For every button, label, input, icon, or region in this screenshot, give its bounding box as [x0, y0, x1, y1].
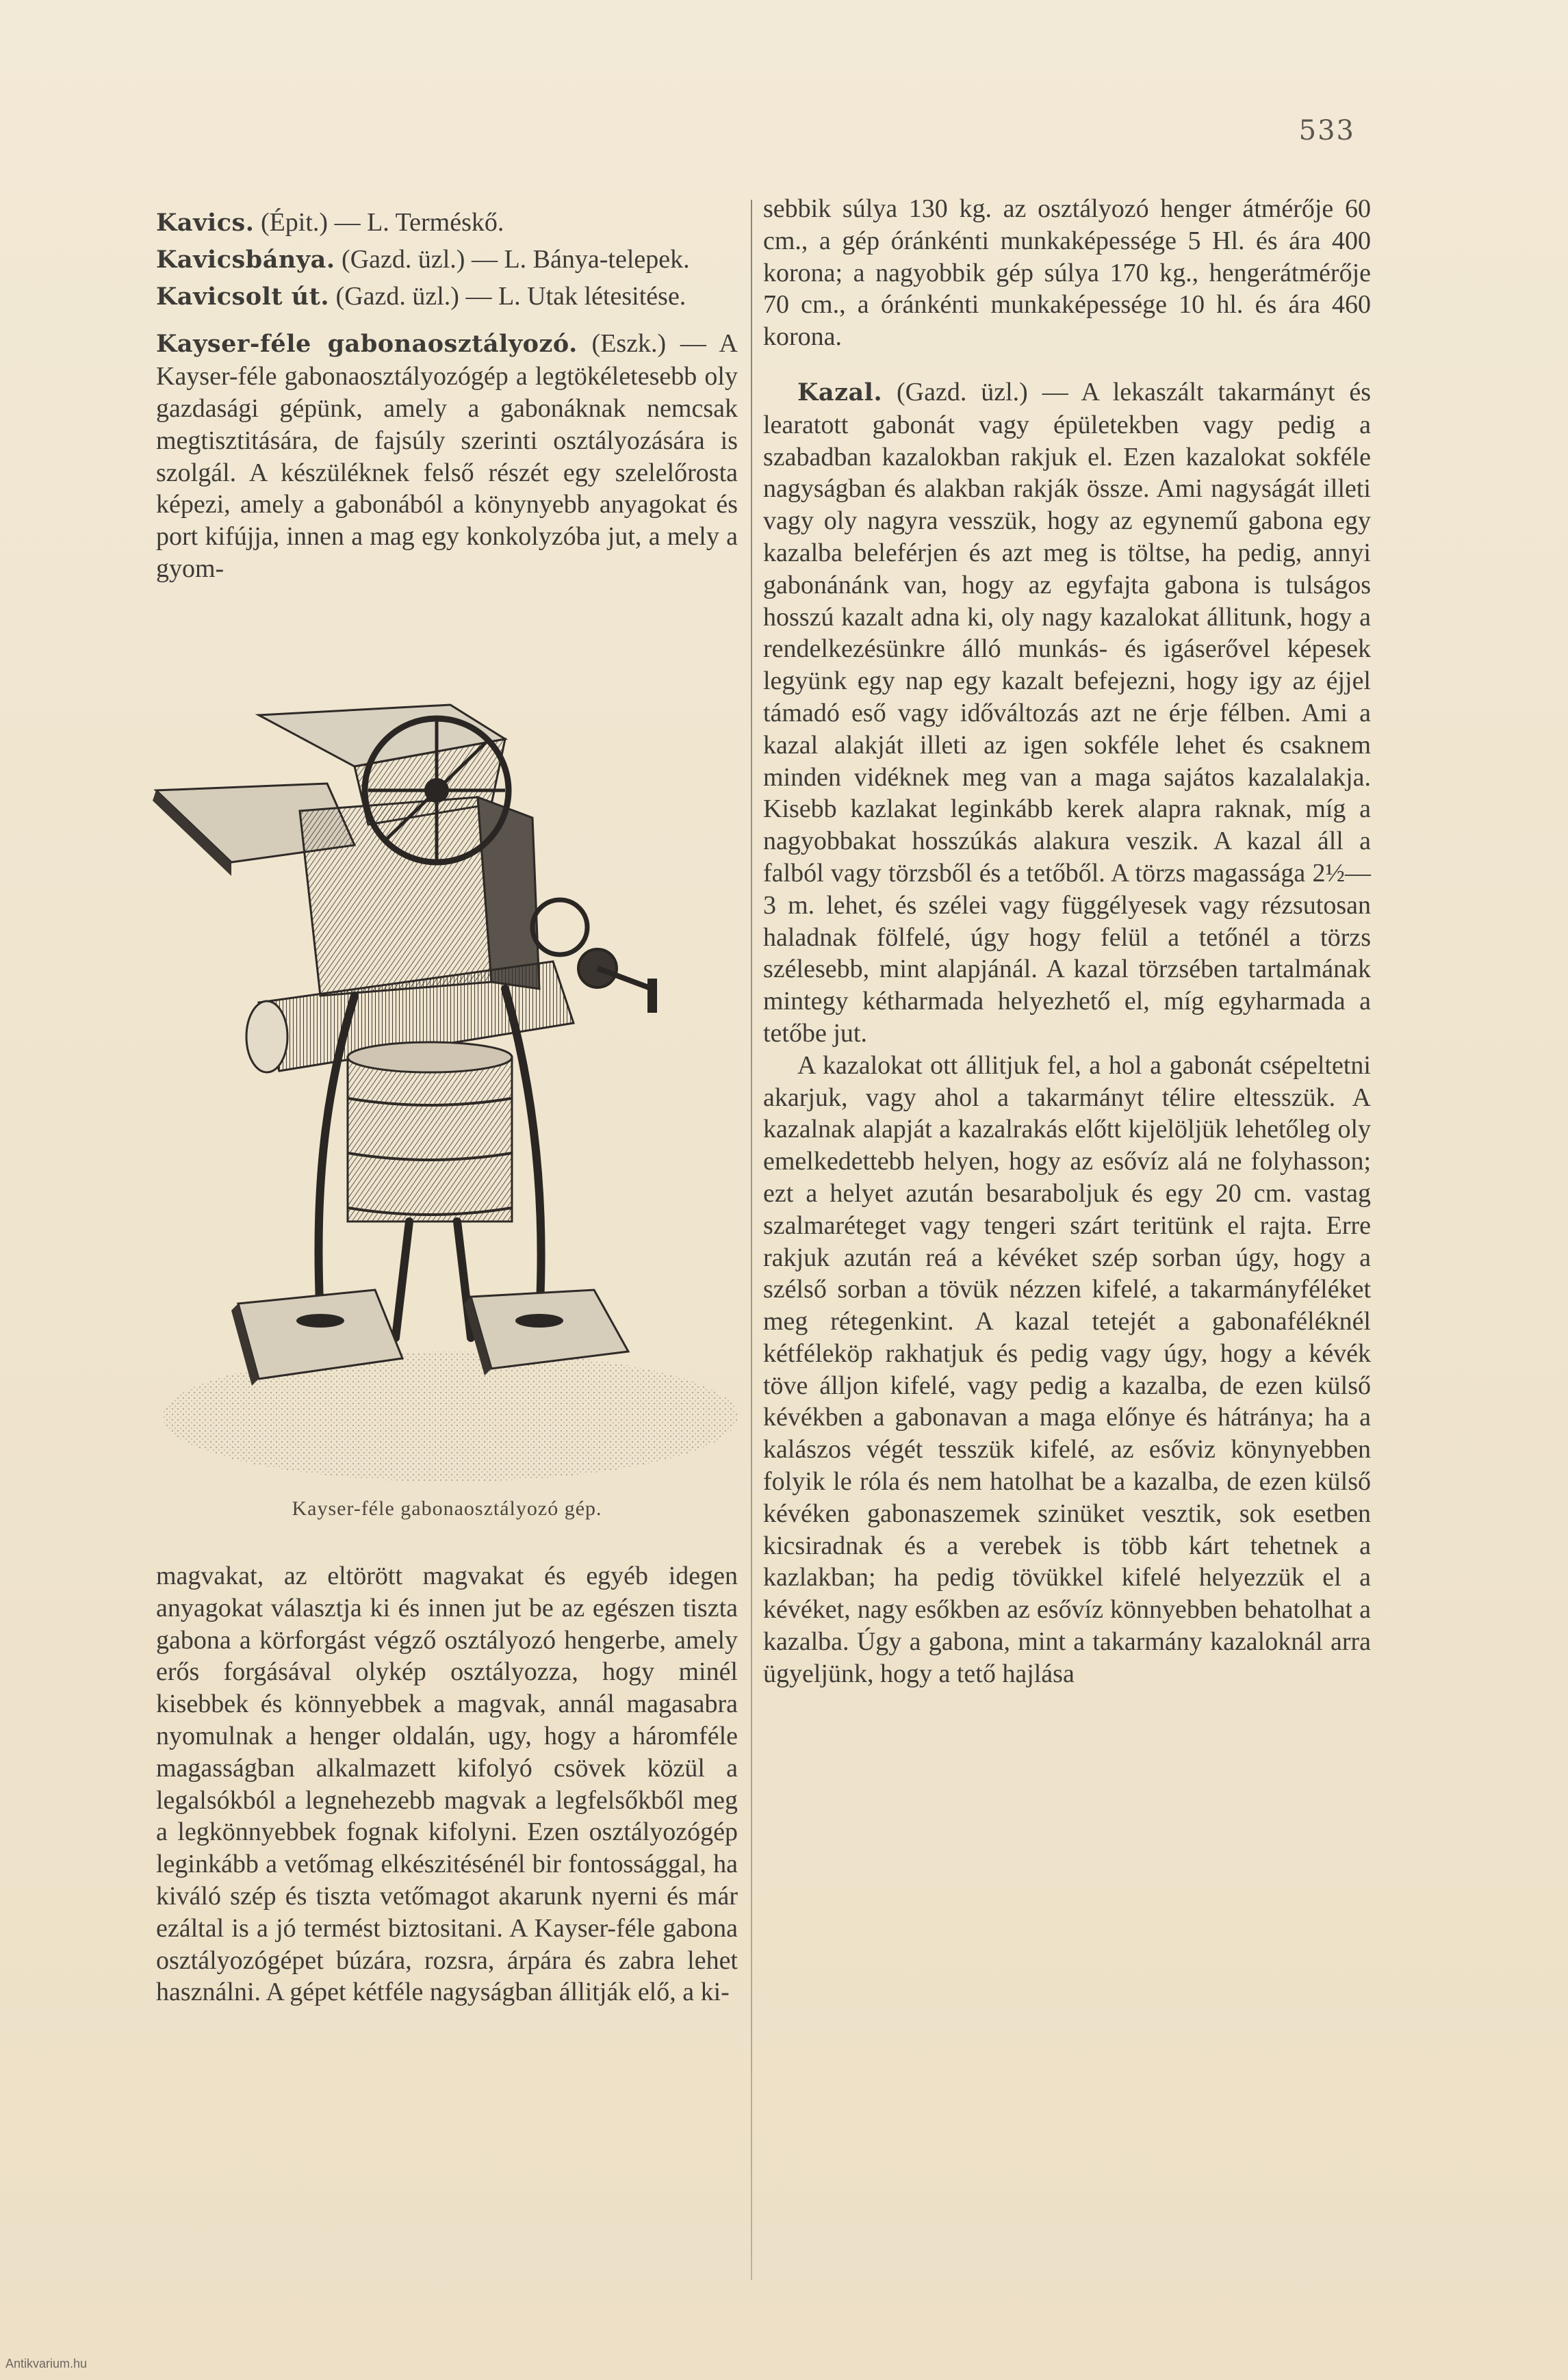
paragraph: sebbik súlya 130 kg. az osztályozó henger átmérője 60 cm., a gép óránkénti munkaképessége 5 Hl. és ára 400 korona; a nagyobbik gép súlya 170 kg., hengerátmérője 70 cm., a óránkénti munkaképessége 10 hl. és ára 460 korona.	[763, 194, 1371, 352]
paragraph: magvakat, az eltörött magvakat és egyéb idegen anyagokat választja ki és innen jut be az egészen tiszta gabona a körforgást végző osztályozó hengerbe, amely erős forgásával olykép osztályozza, hogy minél kisebbek és könnyebbek a magvak, annál magasabra nyomulnak a henger oldalán, ugy, hogy a háromféle magasságban alkalmazett kifolyó csövek közül a legalsókból a legnehezebb magvak a legfelsőkből meg a legkönnyebbek fognak kifolyni. Ezen osztályozógép leginkább a vetőmag elkészitésénél bir fontossággal, ha kiváló szép és tiszta vetőmagot akarunk nyerni és már ezáltal is a jó termést biztositani. A Kayser-féle gabona osztályozógépet búzára, rozsra, árpára és zabra lehet használni. A gépet kétféle nagyságban állitják elő, a ki-	[156, 1562, 738, 2007]
entry-kazal	[763, 376, 1371, 1050]
column-divider	[751, 200, 752, 2280]
machine-illustration	[149, 701, 745, 1495]
left-column-top	[156, 207, 738, 585]
entry-text: (Gazd. üzl.) — L. Bánya-telepek.	[335, 244, 690, 274]
paragraph: A kazalokat ott állitjuk fel, a hol a gabonát csépeltetni akarjuk, vagy ahol a takarmányt télire eltesszük. A kazalnak alapját a kazalrakás előtt kijelöljük lehetőleg oly emelkedettebb helyen, hogy az esővíz alá ne folyhasson; ezt a helyet azután besaraboljuk és egy 20 cm. vastag szalmaréteget vagy tengeri szárt teritünk el rajta. Erre rakjuk azután reá a kévéket szép sorban úgy, hogy a szélső sorban a tövük nézzen kifelé, a takarmányféléket meg rétegenkint. A kazal tetejét a gabonaféléknél kétféleköp rakhatjuk és pedig vagy úgy, hogy a kévék töve álljon kifelé, vagy pedig a kazalba, de ezen külső kévékben a gabonavan a maga előnye és hátránya; ha a kalászos végét tesszük kifelé, az esőviz könynyebben folyik le róla és nem hatolhat be a kazalba, de ezen külső kévéken gabonaszemek szinüket vesztik, sok esetben kicsiradnak és a verebek is több kárt tehetnek a kazlakban; ha pedig tövükkel kifelé helyezzük el a kévéket, nagy esőkben az esővíz könnyebben behatolhat a kazalba. Úgy a gabona, mint a takarmány kazaloknál arra ügyeljünk, hogy a tető hajlása	[763, 1050, 1371, 1688]
entry-text: (Gazd. üzl.) — L. Utak létesitése.	[329, 281, 686, 311]
headword: Kavicsolt út.	[156, 282, 330, 311]
headword: Kavicsbánya.	[156, 245, 335, 274]
page-number: 533	[1298, 115, 1355, 146]
headword: Kayser-féle gabonaosztályozó.	[156, 330, 578, 359]
right-column	[763, 193, 1371, 1690]
headword: Kazal.	[797, 378, 883, 406]
entry-text: (Gazd. üzl.) — A lekaszált takarmányt és learatott gabonát vagy épületekben vagy pedig a szabadban kazalokban rakjuk el. Ezen kazalokat sokféle nagyságban és alakban rakják össze. Ami nagyságát illeti vagy oly nagyra vesszük, hogy az egynemű gabona egy kazalba beleférjen és azt meg is töltse, ha pedig, annyi gabonánánk van, hogy az egyfajta gabona is tulságos hosszú kazalt adna ki, oly nagy kazalokat állitunk, hogy a rendelkezésünkre álló munkás- és igáserővel képesek legyünk egy nap egy kazalt befejezni, hogy igy az éjjel támadó eső vagy időváltozás azt ne érje félben. Ami a kazal alakját illeti az igen sokféle lehet és csaknem minden vidéknek meg van a maga sajátos kazalalakja. Kisebb kazlakat leginkább kerek alapra raknak, míg a nagyobbakat hosszúkás alakura veszik. A kazal áll a falból vagy törzsből és a tetőből. A törzs magassága 2½—3 m. lehet, és szélei vagy függélyesek vagy rézsutosan haladnak fölfelé, úgy hogy felül a tetőnél a törzs szélesebb, mint alapjánál. A kazal törzsében tartalmának mintegy kétharmada helyezhető el, míg egyharmada a tetőbe jut.	[763, 377, 1371, 1048]
left-column-bottom	[156, 1560, 738, 2008]
headword: Kavics.	[156, 209, 255, 237]
entry-text: (Épit.) — L. Terméskő.	[254, 208, 504, 237]
entry-kavics	[156, 207, 738, 240]
entry-kayser	[156, 328, 738, 584]
entry-kavicsolt-ut	[156, 281, 738, 313]
watermark: Antikvarium.hu	[5, 2357, 88, 2370]
entry-kavicsbanya	[156, 244, 738, 276]
figure-caption: Kayser-féle gabonaosztályozó gép.	[292, 1497, 602, 1520]
entry-text: (Eszk.) — A Kayser-féle gabonaosztályozógép a legtökéletesebb oly gazdasági gépünk, amely a gabonáknak nemcsak megtisztitására, de fajsúly szerinti osztályozására is szolgál. A készüléknek felső részét egy szelelőrosta képezi, amely a gabonából a könynyebb anyagokat és port kifújja, innen a mag egy konkolyzóba jut, a mely a gyom-	[156, 329, 738, 583]
